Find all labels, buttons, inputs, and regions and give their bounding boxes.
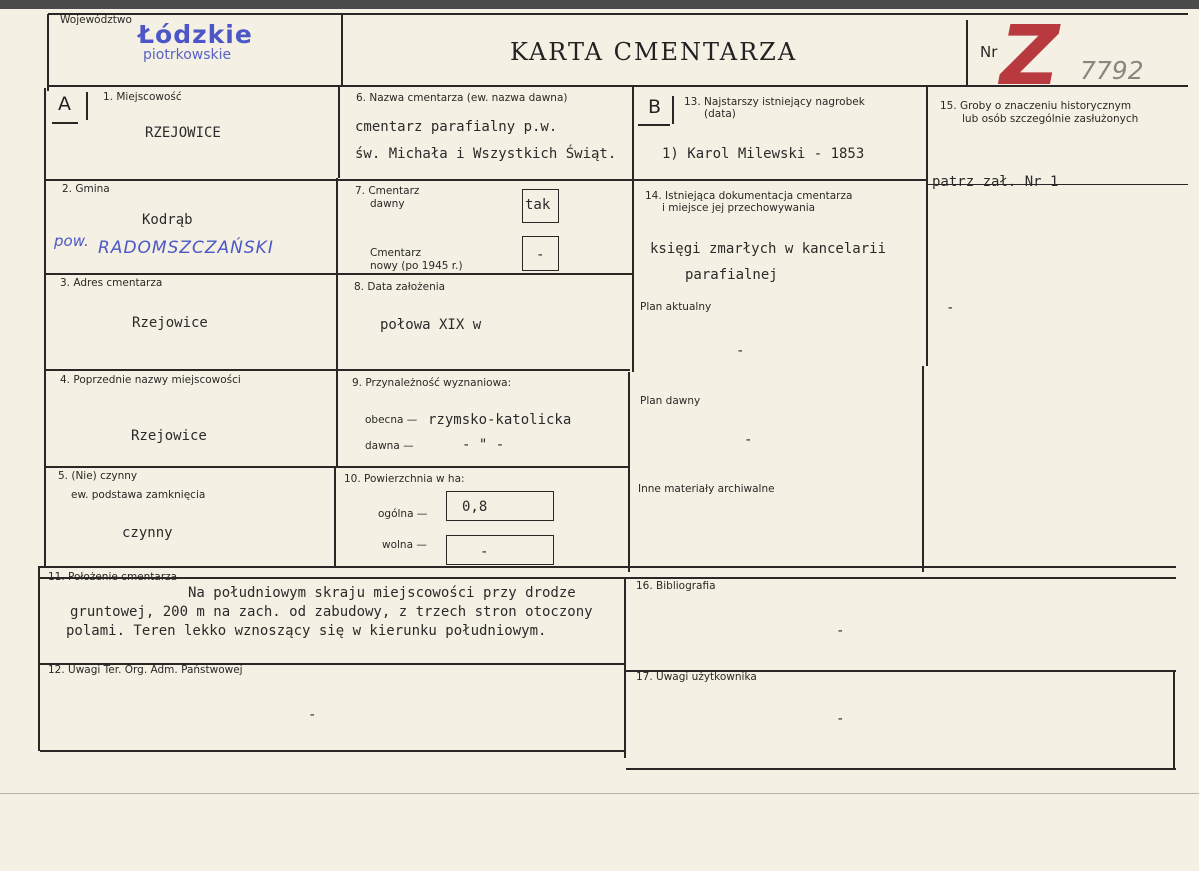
f12-label: 12. Uwagi Ter. Org. Adm. Państwowej bbox=[48, 664, 243, 676]
rule-r5 bbox=[40, 566, 1176, 568]
f10-label: 10. Powierzchnia w ha: bbox=[344, 473, 465, 485]
f13-value: 1) Karol Milewski - 1853 bbox=[662, 146, 865, 162]
rule-col-a-3 bbox=[334, 466, 336, 566]
f6-label: 6. Nazwa cmentarza (ew. nazwa dawna) bbox=[356, 92, 568, 104]
rule-col-b-2 bbox=[628, 372, 630, 572]
rule-col-c-2 bbox=[922, 366, 924, 572]
rule-col-c bbox=[926, 86, 928, 366]
f7-nowy-label2: nowy (po 1945 r.) bbox=[370, 260, 463, 272]
f7-nowy-value: - bbox=[536, 247, 545, 263]
section-b-underline bbox=[638, 124, 670, 126]
section-a-letter: A bbox=[58, 93, 71, 115]
section-b-bar bbox=[672, 96, 674, 124]
f7-dawny: dawny bbox=[370, 198, 405, 210]
f8-value: połowa XIX w bbox=[380, 317, 482, 333]
f14-value1: księgi zmarłych w kancelarii bbox=[650, 241, 887, 257]
rule-r4 bbox=[45, 466, 628, 468]
f5-label: 5. (Nie) czynny bbox=[58, 470, 138, 482]
f11-label: 11. Położenie cmentarza bbox=[48, 571, 178, 583]
nr-number: 7792 bbox=[1080, 56, 1144, 85]
rule-r2 bbox=[46, 273, 632, 275]
f2-value: Kodrąb bbox=[142, 212, 193, 228]
f3-value: Rzejowice bbox=[132, 315, 208, 331]
f10-wolna-value: - bbox=[480, 544, 489, 560]
f10-wolna-label: wolna — bbox=[382, 539, 427, 551]
section-b-letter: B bbox=[648, 96, 662, 118]
f15-label1: 15. Groby o znaczeniu historycznym bbox=[940, 100, 1132, 112]
plan-dawny-label: Plan dawny bbox=[640, 395, 701, 407]
f14-label1: 14. Istniejąca dokumentacja cmentarza bbox=[645, 190, 853, 202]
rule-left bbox=[47, 14, 49, 91]
f9-dawna-value: - " - bbox=[462, 437, 505, 453]
f9-dawna-label: dawna — bbox=[365, 440, 414, 452]
f11-line2: gruntowej, 200 m na zach. od zabudowy, z trzech stron otoczony bbox=[70, 604, 593, 620]
f8-label: 8. Data założenia bbox=[354, 281, 446, 293]
page-title: KARTA CMENTARZA bbox=[510, 38, 798, 66]
nr-letter: Z bbox=[1000, 9, 1060, 104]
f11-line1: Na południowym skraju miejscowości przy drodze bbox=[188, 585, 576, 601]
f7-label: 7. Cmentarz bbox=[355, 185, 420, 197]
plan-aktualny-value: - bbox=[736, 343, 745, 359]
rule-header-1 bbox=[341, 14, 343, 86]
f4-label: 4. Poprzednie nazwy miejscowości bbox=[60, 374, 241, 386]
f15-value: patrz zał. Nr 1 bbox=[932, 174, 1059, 190]
rule-col-b bbox=[632, 86, 634, 372]
rule-r7 bbox=[40, 750, 626, 752]
f15-label2: lub osób szczególnie zasłużonych bbox=[962, 113, 1139, 125]
f13-label1: 13. Najstarszy istniejący nagrobek bbox=[684, 96, 865, 108]
scan-top-band bbox=[0, 0, 1199, 9]
wojewodztwo-stamp: Łódzkie bbox=[138, 20, 253, 49]
f1-label: 1. Miejscowość bbox=[103, 91, 182, 103]
f3-label: 3. Adres cmentarza bbox=[60, 277, 163, 289]
f1-value: RZEJOWICE bbox=[145, 125, 221, 141]
f17-value: - bbox=[836, 711, 845, 727]
f9-obecna-value: rzymsko-katolicka bbox=[428, 412, 572, 428]
rule-r1 bbox=[46, 179, 926, 181]
rule-r5b bbox=[40, 577, 1176, 579]
f17-label: 17. Uwagi użytkownika bbox=[636, 671, 757, 683]
rule-col-a-2 bbox=[336, 178, 338, 466]
nr-label: Nr bbox=[980, 43, 998, 61]
f10-ogolna-value: 0,8 bbox=[462, 499, 488, 515]
f7-nowy-label1: Cmentarz bbox=[370, 247, 422, 259]
rule-header-2 bbox=[966, 20, 968, 86]
f9-obecna-label: obecna — bbox=[365, 414, 418, 426]
f11-line3: polami. Teren lekko wznoszący się w kierunku południowym. bbox=[66, 623, 547, 639]
f6-line1: cmentarz parafialny p.w. bbox=[355, 119, 558, 135]
rule-r3 bbox=[45, 369, 630, 371]
f5-value: czynny bbox=[122, 525, 173, 541]
f14-label2: i miejsce jej przechowywania bbox=[662, 202, 816, 214]
section-a-underline bbox=[52, 122, 78, 124]
f2-pow: pow. bbox=[54, 232, 89, 250]
wojewodztwo-label: Województwo bbox=[60, 14, 132, 26]
f4-value: Rzejowice bbox=[131, 428, 207, 444]
f14-value2: parafialnej bbox=[685, 267, 778, 283]
f13-label2: (data) bbox=[704, 108, 736, 120]
wojewodztwo-old: piotrkowskie bbox=[143, 47, 232, 63]
inne-label: Inne materiały archiwalne bbox=[638, 483, 775, 495]
f2-label: 2. Gmina bbox=[62, 183, 110, 195]
f6-line2: św. Michała i Wszystkich Świąt. bbox=[355, 146, 617, 162]
rule-right-bottom bbox=[1173, 670, 1175, 770]
f10-ogolna-label: ogólna — bbox=[378, 508, 428, 520]
f7-dawny-value: tak bbox=[525, 197, 551, 213]
rule-left-bottom bbox=[38, 566, 40, 751]
f15-dash: - bbox=[946, 300, 955, 316]
section-a-bar bbox=[86, 92, 88, 120]
f16-value: - bbox=[836, 623, 845, 639]
rule-left-lower bbox=[44, 88, 46, 568]
plan-dawny-value: - bbox=[744, 432, 753, 448]
f10-wolna-box bbox=[446, 535, 554, 565]
f5-sublabel: ew. podstawa zamknięcia bbox=[71, 489, 206, 501]
f12-value: - bbox=[308, 707, 317, 723]
f2-powiat: RADOMSZCZAŃSKI bbox=[98, 238, 274, 258]
f16-label: 16. Bibliografia bbox=[636, 580, 716, 592]
f9-label: 9. Przynależność wyznaniowa: bbox=[352, 377, 512, 389]
rule-col-a bbox=[338, 86, 340, 178]
rule-fold bbox=[0, 793, 1199, 794]
rule-r7b bbox=[626, 768, 1176, 770]
rule-col-bottom bbox=[624, 578, 626, 758]
plan-aktualny-label: Plan aktualny bbox=[640, 301, 712, 313]
